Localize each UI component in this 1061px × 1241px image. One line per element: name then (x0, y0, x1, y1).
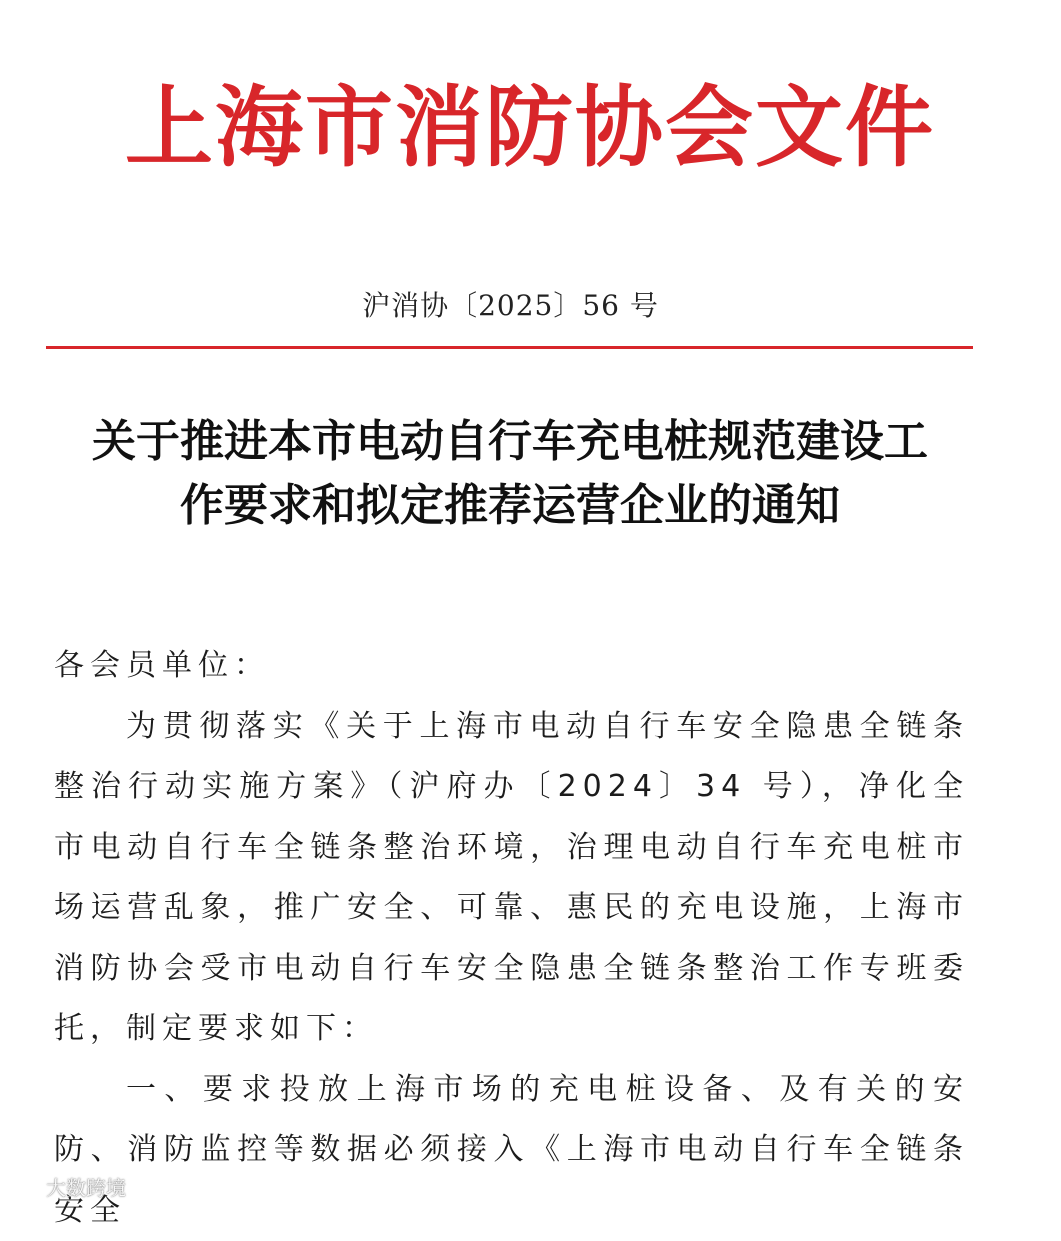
paragraph-intro: 为贯彻落实《关于上海市电动自行车安全隐患全链条整治行动实施方案》（沪府办〔2024〕34 号），净化全市电动自行车全链条整治环境，治理电动自行车充电桩市场运营乱象，推广安全、可靠、惠民的充电设施，上海市消防协会受市电动自行车安全隐患全链条整治工作专班委托，制定要求如下： (54, 697, 969, 1060)
document-body (54, 636, 969, 1181)
chat-bubble-icon (12, 1176, 42, 1198)
source-watermark (12, 1172, 126, 1201)
salutation: 各会员单位： (54, 636, 969, 697)
paragraph-clip (54, 1060, 969, 1181)
red-divider (46, 346, 973, 349)
document-number: 沪消协〔2025〕56 号 (0, 284, 1021, 328)
paragraph-requirement-1: 一、要求投放上海市场的充电桩设备、及有关的安防、消防监控等数据必须接入《上海市电动自行车全链条安全 (54, 1060, 969, 1241)
watermark-text: 大数跨境 (46, 1172, 126, 1201)
title-line-1: 关于推进本市电动自行车充电桩规范建设工 (50, 410, 970, 474)
document-title (50, 410, 970, 538)
issuer-masthead: 上海市消防协会文件 (80, 62, 980, 192)
title-line-2: 作要求和拟定推荐运营企业的通知 (50, 474, 970, 538)
